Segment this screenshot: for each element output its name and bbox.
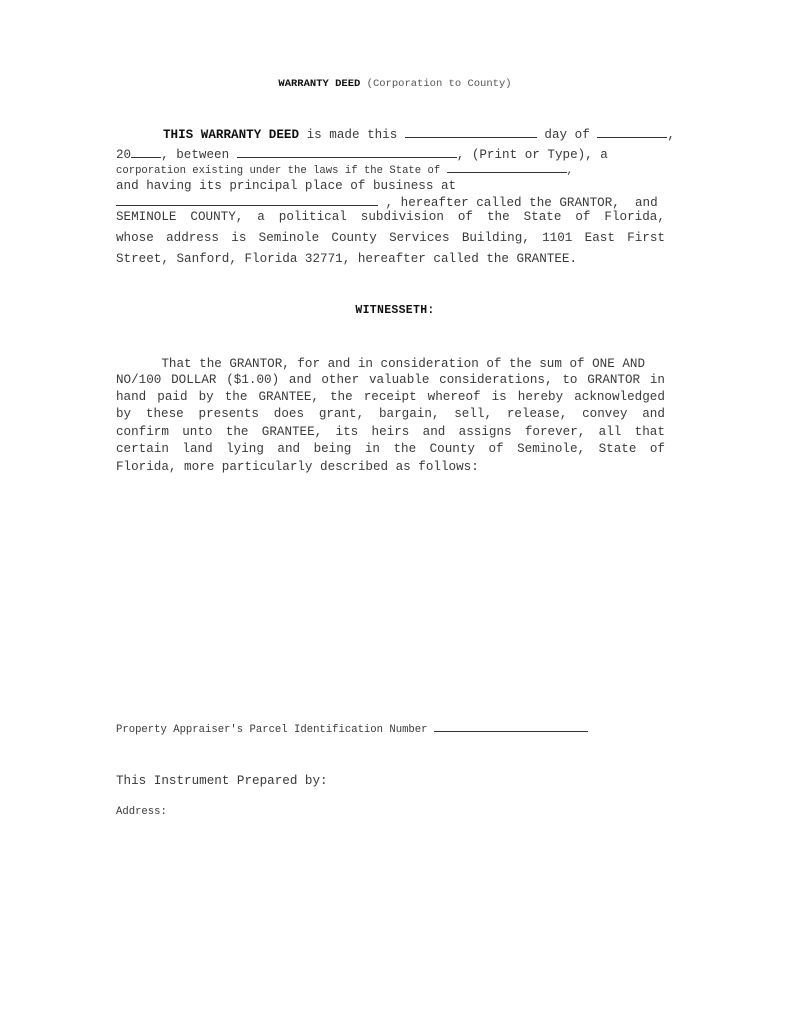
body-line-3: hand paid by the GRANTEE, the receipt whereof is hereby acknowledged xyxy=(116,390,665,404)
grantor-name-blank[interactable] xyxy=(237,146,457,158)
body-line-7: Florida, more particularly described as follows: xyxy=(116,460,479,474)
body-line-1: That the GRANTOR, for and in consideration of the sum of ONE AND xyxy=(116,357,646,371)
body-line-5: confirm unto the GRANTEE, its heirs and assigns forever, all that xyxy=(116,425,665,439)
month-blank[interactable] xyxy=(597,126,667,138)
title-subtitle: (Corporation to County) xyxy=(366,78,512,90)
witnesseth-heading: WITNESSETH: xyxy=(355,304,435,317)
intro-line-3: corporation existing under the laws if the State of , xyxy=(116,165,573,177)
day-blank[interactable] xyxy=(405,126,537,138)
state-blank[interactable] xyxy=(447,163,567,173)
address-label: Address: xyxy=(116,806,167,818)
intro-line-8: Street, Sanford, Florida 32771, hereafter called the GRANTEE. xyxy=(116,252,578,266)
intro-line-4: and having its principal place of business at xyxy=(116,179,457,193)
prepared-by-label: This Instrument Prepared by: xyxy=(116,774,328,788)
parcel-id-label: Property Appraiser's Parcel Identification Number xyxy=(116,724,434,736)
body-line-6: certain land lying and being in the County of Seminole, State of xyxy=(116,442,665,456)
intro-line-6: SEMINOLE COUNTY, a political subdivision of the State of Florida, xyxy=(116,210,665,224)
title-bold: WARRANTY DEED xyxy=(278,78,361,90)
parcel-id-line xyxy=(116,722,588,736)
intro-line-1: THIS WARRANTY DEED is made this day of , xyxy=(163,128,675,142)
document-title xyxy=(0,78,790,90)
intro-line-7: whose address is Seminole County Services Building, 1101 East First xyxy=(116,231,665,245)
year-blank[interactable] xyxy=(131,146,161,158)
intro-line-5: , hereafter called the GRANTOR, and xyxy=(116,194,658,212)
parcel-id-blank[interactable] xyxy=(434,722,588,732)
deed-name: THIS WARRANTY DEED xyxy=(163,128,300,142)
body-line-4: by these presents does grant, bargain, sell, release, convey and xyxy=(116,407,665,421)
business-address-blank[interactable] xyxy=(116,194,378,206)
body-line-2: NO/100 DOLLAR ($1.00) and other valuable considerations, to GRANTOR in xyxy=(116,373,665,387)
intro-line-2: 20 , between , (Print or Type), a xyxy=(116,148,608,162)
